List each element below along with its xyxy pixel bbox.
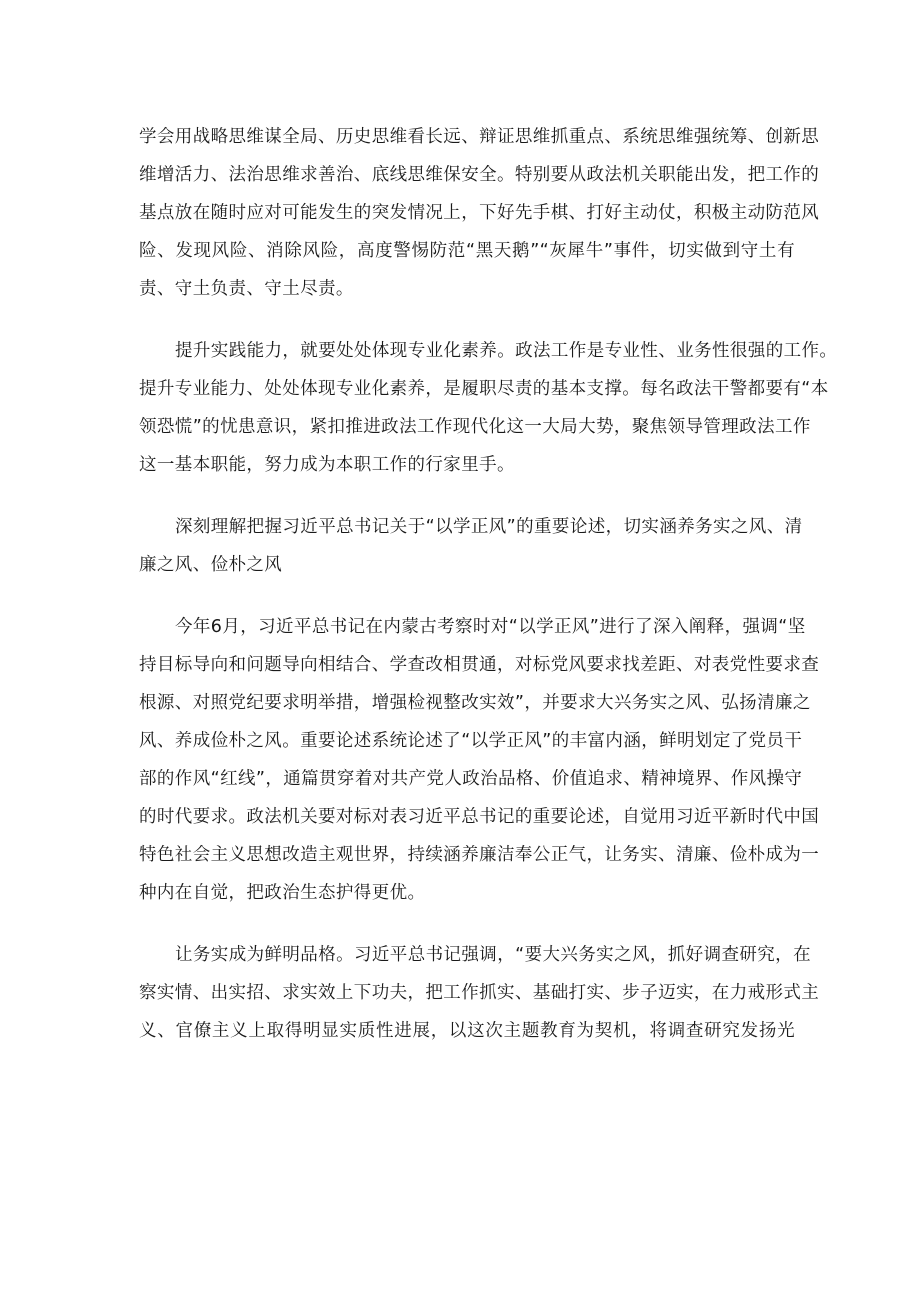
text-line: 廉之风、俭朴之风 xyxy=(139,555,283,575)
text-line: 种内在自觉，把政治生态护得更优。 xyxy=(139,883,426,903)
paragraph xyxy=(139,936,820,1050)
text-line: 的时代要求。政法机关要对标对表习近平总书记的重要论述，自觉用习近平新时代中国 xyxy=(139,807,820,827)
text-line: 义、官僚主义上取得明显实质性进展，以这次主题教育为契机，将调查研究发扬光 xyxy=(139,1021,795,1041)
document-body xyxy=(139,118,838,1050)
text-line: 领恐慌”的忧患意识，紧扣推进政法工作现代化这一大局大势，聚焦领导管理政法工作 xyxy=(139,417,811,437)
text-line: 提升专业能力、处处体现专业化素养，是履职尽责的基本支撑。每名政法干警都要有“本 xyxy=(139,379,829,399)
text-line: 维增活力、法治思维求善治、底线思维保安全。特别要从政法机关职能出发，把工作的 xyxy=(139,165,820,185)
text-line: 今年6月，习近平总书记在内蒙古考察时对“以学正风”进行了深入阐释，强调“坚 xyxy=(175,617,806,637)
text-line: 察实情、出实招、求实效上下功夫，把工作抓实、基础打实、步子迈实，在力戒形式主 xyxy=(139,983,820,1003)
text-line: 持目标导向和问题导向相结合、学查改相贯通，对标党风要求找差距、对表党性要求查 xyxy=(139,655,820,675)
text-line: 特色社会主义思想改造主观世界，持续涵养廉洁奉公正气，让务实、清廉、俭朴成为一 xyxy=(139,845,820,865)
text-line: 让务实成为鲜明品格。习近平总书记强调，“要大兴务实之风，抓好调查研究，在 xyxy=(175,945,811,965)
text-line: 提升实践能力，就要处处体现专业化素养。政法工作是专业性、业务性很强的工作。 xyxy=(175,341,838,361)
text-line: 险、发现风险、消除风险，高度警惕防范“黑天鹅”“灰犀牛”事件，切实做到守土有 xyxy=(139,241,795,261)
text-line: 部的作风“红线”，通篇贯穿着对共产党人政治品格、价值追求、精神境界、作风操守 xyxy=(139,769,803,789)
text-line: 深刻理解把握习近平总书记关于“以学正风”的重要论述，切实涵养务实之风、清 xyxy=(175,517,803,537)
paragraph xyxy=(139,118,820,308)
paragraph xyxy=(139,332,838,484)
text-line: 这一基本职能，努力成为本职工作的行家里手。 xyxy=(139,455,515,475)
paragraph xyxy=(139,608,820,912)
section-heading xyxy=(139,508,803,584)
text-line: 基点放在随时应对可能发生的突发情况上，下好先手棋、打好主动仗，积极主动防范风 xyxy=(139,203,820,223)
text-line: 风、养成俭朴之风。重要论述系统论述了“以学正风”的丰富内涵，鲜明划定了党员干 xyxy=(139,731,803,751)
text-line: 学会用战略思维谋全局、历史思维看长远、辩证思维抓重点、系统思维强统筹、创新思 xyxy=(139,127,820,147)
text-line: 责、守土负责、守土尽责。 xyxy=(139,279,354,299)
text-line: 根源、对照党纪要求明举措，增强检视整改实效”，并要求大兴务实之风、弘扬清廉之 xyxy=(139,693,811,713)
